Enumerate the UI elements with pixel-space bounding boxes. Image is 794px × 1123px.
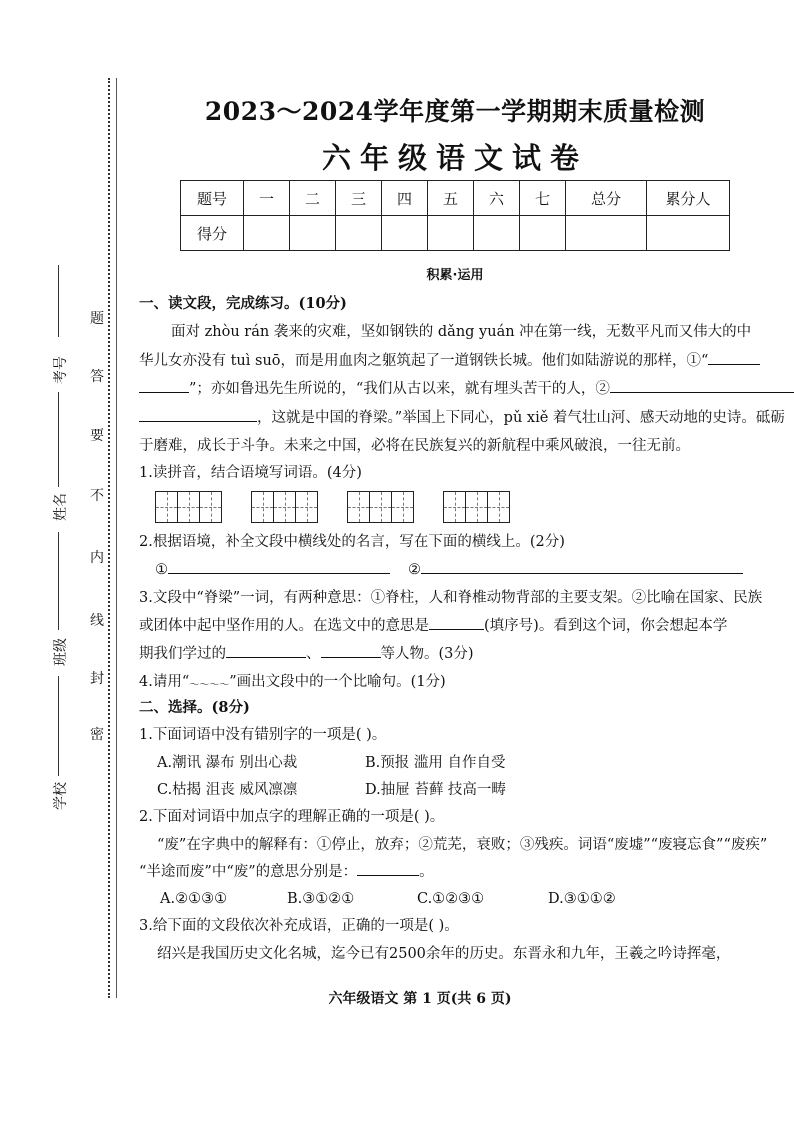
question-1-4 bbox=[139, 671, 446, 697]
option-2-1-B[interactable]: B.预报 滥用 自作自受 bbox=[365, 755, 506, 771]
score-cell[interactable] bbox=[382, 216, 428, 251]
question-text: 4.请用“ bbox=[139, 674, 190, 690]
section2-heading: 二、选择。(8分) bbox=[139, 699, 250, 716]
quote-blank-1[interactable] bbox=[708, 350, 760, 365]
wavy-line-mark: ～～～～ bbox=[189, 680, 230, 691]
question-text: “半途而废”中“废”的意思分别是： bbox=[139, 864, 358, 880]
name-rule bbox=[58, 392, 59, 487]
option-2-1-A[interactable]: A.潮讯 瀑布 别出心裁 bbox=[157, 755, 298, 771]
score-header-cell: 三 bbox=[336, 181, 382, 216]
meaning-answer-blank[interactable] bbox=[357, 861, 419, 876]
option-2-2-D[interactable]: D.③①①② bbox=[548, 891, 616, 907]
option-2-1-D[interactable]: D.抽屉 苔藓 技高一畴 bbox=[365, 782, 506, 798]
pinyin-answer-grid-1[interactable] bbox=[155, 491, 222, 523]
quote-blank-2-cont[interactable] bbox=[139, 407, 257, 422]
seal-char: 要 bbox=[90, 428, 104, 444]
class-label: 班级 bbox=[53, 638, 69, 666]
question-text: ”画出文段中的一个比喻句。(1分) bbox=[229, 674, 446, 690]
quote-blank-2[interactable] bbox=[610, 378, 794, 393]
passage-text: ，这就是中国的脊梁。”举国上下同心，pǔ xiě 着气壮山河、感天动地的史诗。砥砺 bbox=[257, 410, 785, 426]
score-header-cell: 二 bbox=[290, 181, 336, 216]
score-header-cell: 四 bbox=[382, 181, 428, 216]
person-blank-1[interactable] bbox=[226, 643, 306, 658]
definition-line-2 bbox=[139, 861, 434, 883]
question-1-3: 3.文段中“脊梁”一词，有两种意思：①脊柱，人和脊椎动物背部的主要支架。②比喻在国家、民族 bbox=[139, 590, 763, 606]
person-blank-2[interactable] bbox=[321, 643, 381, 658]
answer-marker-2: ② bbox=[408, 562, 421, 578]
exam-number-label: 考号 bbox=[53, 356, 69, 384]
school-rule bbox=[58, 676, 59, 776]
answer-blank-1[interactable] bbox=[168, 559, 390, 574]
score-row-label: 得分 bbox=[181, 216, 244, 251]
score-header-cell: 题号 bbox=[181, 181, 244, 216]
score-header-cell: 七 bbox=[520, 181, 566, 216]
passage-text: 华儿女亦没有 tuì suō，而是用血肉之躯筑起了一道钢铁长城。他们如陆游说的那样，①“ bbox=[139, 353, 709, 369]
question-text: 等人物。(3分) bbox=[380, 646, 474, 662]
option-2-2-C[interactable]: C.①②③① bbox=[417, 891, 485, 907]
seal-char: 密 bbox=[90, 727, 104, 743]
score-cell[interactable] bbox=[428, 216, 474, 251]
definition-line: “废”在字典中的解释有：①停止，放弃；②荒芜，衰败；③残疾。词语“废墟”“废寝忘食”“废疾” bbox=[157, 837, 768, 853]
school-label: 学校 bbox=[53, 782, 69, 810]
meaning-blank[interactable] bbox=[429, 615, 484, 630]
score-table bbox=[180, 180, 730, 251]
option-2-2-B[interactable]: B.③①②① bbox=[287, 891, 355, 907]
passage-text: ”；亦如鲁迅先生所说的，“我们从古以来，就有埋头苦干的人，② bbox=[189, 381, 610, 397]
question-1-3-line2 bbox=[139, 615, 727, 637]
separator: 、 bbox=[306, 646, 321, 662]
question-text: 。 bbox=[419, 864, 434, 880]
section1-heading: 一、读文段，完成练习。(10分) bbox=[139, 295, 347, 312]
option-2-1-C[interactable]: C.枯揭 沮丧 威风凛凛 bbox=[157, 782, 298, 798]
pinyin-answer-grid-2[interactable] bbox=[251, 491, 318, 523]
exam-number-rule bbox=[58, 265, 59, 337]
seal-char: 线 bbox=[90, 613, 104, 629]
score-cell[interactable] bbox=[244, 216, 290, 251]
score-cell[interactable] bbox=[474, 216, 520, 251]
score-cell[interactable] bbox=[520, 216, 566, 251]
question-text: 期我们学过的 bbox=[139, 646, 226, 662]
question-2-2: 2.下面对词语中加点字的理解正确的一项是( )。 bbox=[139, 809, 445, 825]
seal-char: 答 bbox=[90, 369, 104, 385]
passage-line: 绍兴是我国历史文化名城，迄今已有2500余年的历史。东晋永和九年，王羲之吟诗挥毫， bbox=[157, 946, 731, 962]
quote-blank-1-cont[interactable] bbox=[139, 378, 189, 393]
seal-char: 内 bbox=[90, 550, 104, 566]
exam-subtitle: 六年级语文试卷 bbox=[321, 141, 588, 175]
score-cell[interactable] bbox=[566, 216, 647, 251]
question-text: (填序号)。看到这个词，你会想起本学 bbox=[484, 618, 728, 634]
question-text: 或团体中起中坚作用的人。在选文中的意思是 bbox=[139, 618, 429, 634]
pinyin-answer-grid-3[interactable] bbox=[347, 491, 414, 523]
score-header-cell: 六 bbox=[474, 181, 520, 216]
seal-line-dotted bbox=[108, 78, 110, 998]
score-header-cell: 五 bbox=[428, 181, 474, 216]
score-cell[interactable] bbox=[290, 216, 336, 251]
seal-char: 封 bbox=[90, 671, 104, 687]
passage-line bbox=[139, 407, 785, 429]
score-cell[interactable] bbox=[647, 216, 730, 251]
passage-line: 面对 zhòu rán 袭来的灾难，坚如钢铁的 dǎng yuán 冲在第一线，无数平凡而又伟大的中 bbox=[171, 324, 752, 340]
score-header-cell: 总分 bbox=[566, 181, 647, 216]
option-2-2-A[interactable]: A.②①③① bbox=[160, 891, 228, 907]
pinyin-answer-grid-4[interactable] bbox=[443, 491, 510, 523]
question-1-1: 1.读拼音，结合语境写词语。(4分) bbox=[139, 465, 362, 481]
score-table-header-row bbox=[181, 181, 730, 216]
question-1-3-line3 bbox=[139, 643, 474, 665]
page-footer: 六年级语文 第 1 页(共 6 页) bbox=[328, 991, 512, 1007]
score-table-score-row bbox=[181, 216, 730, 251]
seal-char: 不 bbox=[90, 488, 104, 504]
passage-line bbox=[139, 378, 794, 400]
answer-line-row bbox=[155, 559, 743, 581]
score-cell[interactable] bbox=[336, 216, 382, 251]
class-rule bbox=[58, 532, 59, 630]
question-2-3: 3.给下面的文段依次补充成语，正确的一项是( )。 bbox=[139, 918, 459, 934]
answer-blank-2[interactable] bbox=[421, 559, 743, 574]
seal-char: 题 bbox=[90, 311, 104, 327]
seal-line-solid bbox=[116, 78, 117, 998]
exam-title: 2023～2024学年度第一学期期末质量检测 bbox=[204, 97, 706, 126]
answer-marker-1: ① bbox=[155, 562, 168, 578]
section-title: 积累·运用 bbox=[426, 268, 484, 283]
score-header-cell: 一 bbox=[244, 181, 290, 216]
score-header-cell: 累分人 bbox=[647, 181, 730, 216]
question-2-1: 1.下面词语中没有错别字的一项是( )。 bbox=[139, 727, 387, 743]
name-label: 姓名 bbox=[53, 493, 69, 521]
passage-line: 于磨难，成长于斗争。未来之中国，必将在民族复兴的新航程中乘风破浪，一往无前。 bbox=[139, 438, 690, 454]
passage-line bbox=[139, 350, 760, 372]
question-1-2: 2.根据语境，补全文段中横线处的名言，写在下面的横线上。(2分) bbox=[139, 534, 565, 550]
